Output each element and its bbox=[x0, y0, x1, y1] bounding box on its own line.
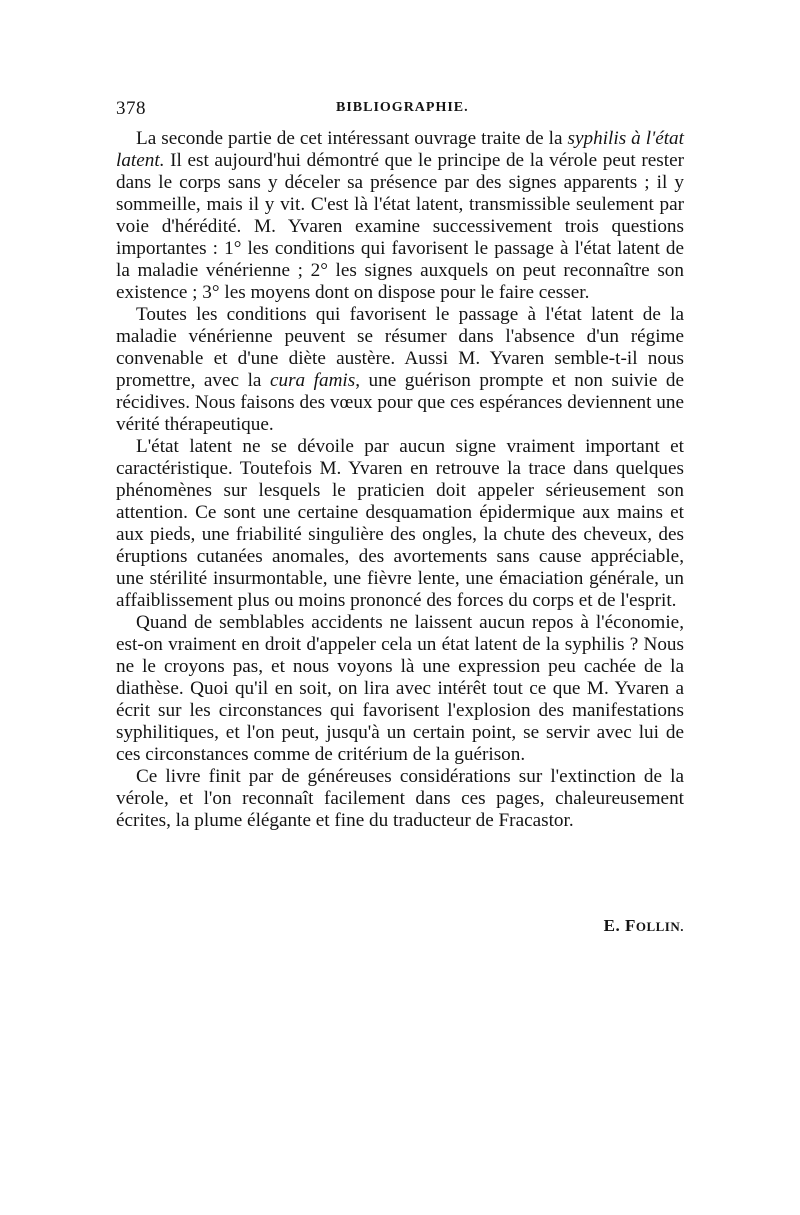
text-run: Ce livre finit par de généreuses considérations sur l'extinction de la vérole, et l'on reconnaît facilement dans ces pages, chaleureusement écrites, la plume élégante et fine du traducteur de Fracastor. bbox=[116, 766, 684, 831]
page-number: 378 bbox=[116, 98, 146, 119]
article-body bbox=[116, 128, 684, 832]
running-title: BIBLIOGRAPHIE. bbox=[336, 100, 469, 115]
italic-text: syphilis à l'état latent. bbox=[116, 128, 684, 171]
signature-initial: E. F bbox=[603, 916, 636, 935]
paragraph bbox=[116, 612, 684, 766]
paragraph bbox=[116, 304, 684, 436]
text-run: , une guérison prompte et non suivie de récidives. Nous faisons des vœux pour que ces espérances deviennent une vérité thérapeutique. bbox=[116, 370, 685, 435]
author-signature bbox=[604, 916, 684, 936]
page-header bbox=[116, 98, 684, 122]
text-run: Il est aujourd'hui démontré que le principe de la vérole peut rester dans le corps sans y déceler sa présence par des signes apparents ; il y sommeille, mais il y vit. C'est là l'état latent, transmissible seulement par voie d'hérédité. M. Yvaren examine successivement trois questions importantes : 1° les conditions qui favorisent le passage à l'état latent de la maladie vénérienne ; 2° les signes auxquels on peut reconnaître son existence ; 3° les moyens dont on dispose pour le faire cesser. bbox=[116, 150, 684, 303]
signature-surname: OLLIN. bbox=[635, 919, 684, 934]
paragraph bbox=[116, 766, 684, 832]
text-run: Quand de semblables accidents ne laissent aucun repos à l'économie, est-on vraiment en droit d'appeler cela un état latent de la syphilis ? Nous ne le croyons pas, et nous voyons là une expression peu cachée de la diathèse. Quoi qu'il en soit, on lira avec intérêt tout ce que M. Yvaren a écrit sur les circonstances qui favorisent l'explosion des manifestations syphilitiques, et l'on peut, jusqu'à un certain point, se servir avec lui de ces circonstances comme de critérium de la guérison. bbox=[116, 612, 684, 765]
italic-text: cura famis bbox=[269, 370, 356, 391]
paragraph bbox=[116, 128, 684, 304]
text-run: L'état latent ne se dévoile par aucun signe vraiment important et caractéristique. Toutefois M. Yvaren en retrouve la trace dans quelques phénomènes sur lesquels le praticien doit appeler sérieusement son attention. Ce sont une certaine desquamation épidermique aux mains et aux pieds, une friabilité singulière des ongles, la chute des cheveux, des éruptions cutanées anomales, des avortements sans cause appréciable, une stérilité insurmontable, une fièvre lente, une émaciation générale, un affaiblissement plus ou moins prononcé des forces du corps et de l'esprit. bbox=[116, 436, 684, 611]
text-run: La seconde partie de cet intéressant ouvrage traite de la bbox=[136, 128, 568, 149]
paragraph bbox=[116, 436, 684, 612]
text-run: Toutes les conditions qui favorisent le passage à l'état latent de la maladie vénérienne peuvent se résumer dans l'absence d'un régime convenable et d'une diète austère. Aussi M. Yvaren semble-t-il nous promettre, avec la bbox=[116, 304, 684, 391]
